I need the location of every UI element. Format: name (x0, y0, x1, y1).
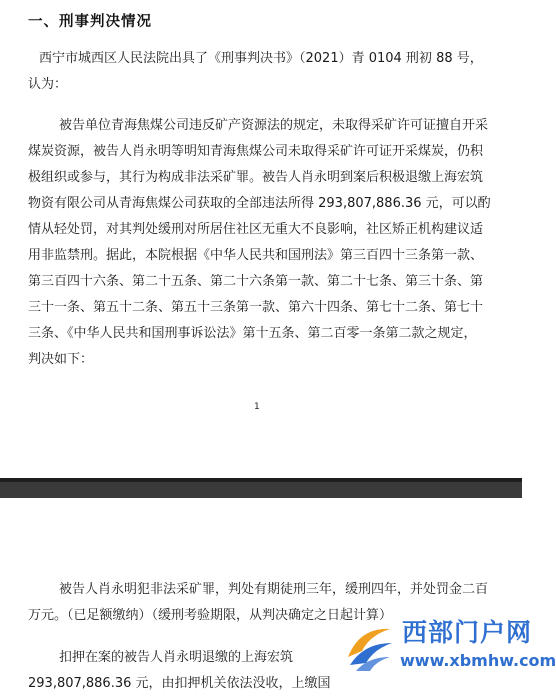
watermark-url: www.xbmhw.com (400, 651, 556, 670)
paragraph-line: 三条、《中华人民共和国刑事诉讼法》第十五条、第二百零一条第二款之规定， (28, 326, 477, 341)
paragraph-line: 用非监禁刑。据此，本院根据《中华人民共和国刑法》第三百四十三条第一款、 (28, 248, 484, 263)
paragraph-line: 被告单位青海焦煤公司违反矿产资源法的规定，未取得采矿许可证擅自开采 (59, 118, 489, 133)
paragraph-line: 万元。（已足额缴纳）（缓刑考验期限，从判决确定之日起计算） (28, 608, 393, 623)
paragraph-line: 三十一条、第五十二条、第五十三条第一款、第六十四条、第七十二条、第七十 (28, 300, 484, 315)
paragraph-line: 第三百四十六条、第二十五条、第二十六条第一款、第二十七条、第三十条、第 (28, 274, 484, 289)
site-logo-icon (340, 617, 398, 675)
site-watermark (336, 607, 556, 700)
paragraph-line: 扣押在案的被告人肖永明退缴的上海宏筑 (59, 650, 294, 665)
paragraph-line: 西宁市城西区人民法院出具了《刑事判决书》（2021）青 0104 刑初 88 号， (39, 51, 483, 66)
paragraph-line: 被告人肖永明犯非法采矿罪，判处有期徒刑三年，缓刑四年，并处罚金二百 (59, 582, 489, 597)
page-divider (0, 478, 522, 498)
section-heading: 一、刑事判决情况 (28, 14, 152, 30)
paragraph-line: 认为： (28, 77, 68, 92)
watermark-title: 西部门户网 (402, 618, 533, 647)
paragraph-line: 293,807,886.36 元，由扣押机关依法没收，上缴国 (28, 676, 331, 691)
paragraph-line: 判决如下： (28, 352, 94, 367)
page-number: 1 (254, 402, 260, 412)
paragraph-line: 物资有限公司从青海焦煤公司获取的全部违法所得 293,807,886.36 元，可以酌 (28, 196, 491, 211)
paragraph-line: 情从轻处罚，对其判处缓刑对所居住社区无重大不良影响，社区矫正机构建议适 (28, 222, 484, 237)
paragraph-line: 煤炭资源，被告人肖永明等明知青海焦煤公司未取得采矿许可证开采煤炭，仍积 (28, 144, 484, 159)
paragraph-line: 极组织或参与，其行为构成非法采矿罪。被告人肖永明到案后积极退缴上海宏筑 (28, 170, 484, 185)
